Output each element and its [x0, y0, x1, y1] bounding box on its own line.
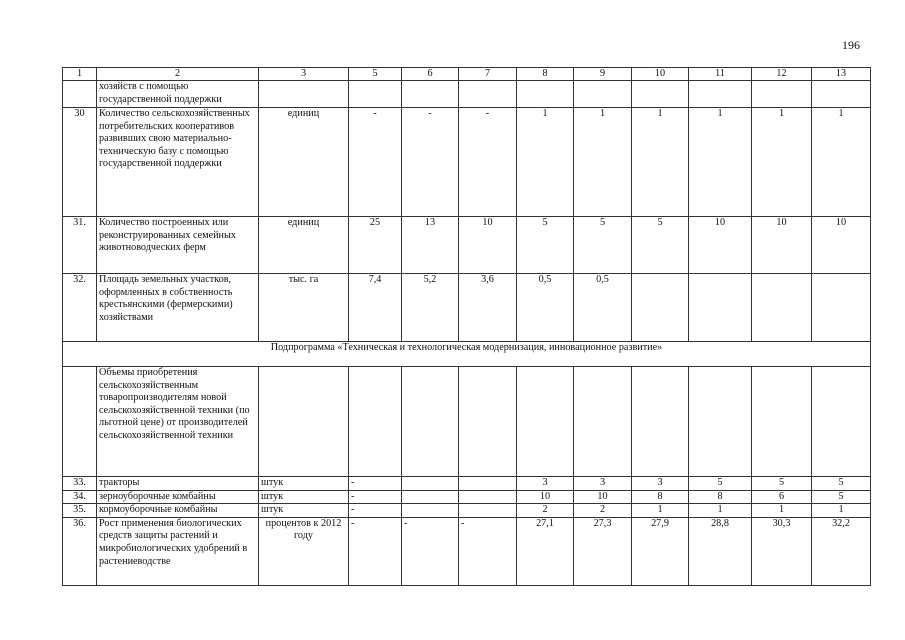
indicator-name: Количество построенных или реконструированных семейных животноводческих ферм: [97, 217, 259, 274]
value-cell: [517, 81, 574, 108]
value-cell: 3,6: [459, 274, 517, 342]
value-cell: 30,3: [752, 517, 812, 585]
indicator-name: хозяйств с помощью государственной поддержки: [97, 81, 259, 108]
value-cell: 1: [812, 504, 871, 518]
header-cell: 8: [517, 68, 574, 81]
unit-cell: [259, 367, 349, 477]
value-cell: 8: [689, 490, 752, 504]
value-cell: 10: [812, 217, 871, 274]
row-number: 35.: [63, 504, 97, 518]
table-row: [63, 367, 871, 477]
header-cell: 13: [812, 68, 871, 81]
header-cell: 10: [632, 68, 689, 81]
header-cell: 5: [349, 68, 402, 81]
unit-cell: штук: [259, 504, 349, 518]
value-cell: 8: [632, 490, 689, 504]
unit-cell: штук: [259, 477, 349, 491]
page-number: 196: [842, 38, 860, 52]
value-cell: [402, 477, 459, 491]
value-cell: 1: [752, 504, 812, 518]
value-cell: [574, 367, 632, 477]
value-cell: 1: [574, 108, 632, 217]
header-cell: 11: [689, 68, 752, 81]
header-cell: 2: [97, 68, 259, 81]
value-cell: 28,8: [689, 517, 752, 585]
value-cell: 1: [689, 108, 752, 217]
value-cell: [689, 274, 752, 342]
value-cell: [459, 490, 517, 504]
value-cell: [459, 477, 517, 491]
value-cell: 1: [752, 108, 812, 217]
table-row: [63, 274, 871, 342]
indicator-name: Объемы приобретения сельскохозяйственным товаропроизводителям новой сельскохозяйственной техники (по льготной цене) от производителей сельскохозяйственной техники: [97, 367, 259, 477]
value-cell: 3: [574, 477, 632, 491]
value-cell: [812, 81, 871, 108]
value-cell: 1: [632, 108, 689, 217]
value-cell: 5: [689, 477, 752, 491]
unit-cell: тыс. га: [259, 274, 349, 342]
indicator-name: тракторы: [97, 477, 259, 491]
value-cell: -: [459, 108, 517, 217]
row-number: [63, 367, 97, 477]
value-cell: 1: [689, 504, 752, 518]
value-cell: 27,9: [632, 517, 689, 585]
value-cell: [689, 81, 752, 108]
value-cell: [459, 81, 517, 108]
unit-cell: штук: [259, 490, 349, 504]
value-cell: 5: [517, 217, 574, 274]
value-cell: [459, 367, 517, 477]
unit-cell: единиц: [259, 108, 349, 217]
unit-cell: единиц: [259, 217, 349, 274]
value-cell: 6: [752, 490, 812, 504]
value-cell: 10: [517, 490, 574, 504]
header-row: [63, 68, 871, 81]
value-cell: 1: [632, 504, 689, 518]
value-cell: -: [402, 517, 459, 585]
value-cell: 10: [459, 217, 517, 274]
unit-cell: процентов к 2012 году: [259, 517, 349, 585]
value-cell: [402, 504, 459, 518]
value-cell: -: [459, 517, 517, 585]
value-cell: 3: [517, 477, 574, 491]
value-cell: [402, 490, 459, 504]
value-cell: 3: [632, 477, 689, 491]
subprogram-row: [63, 342, 871, 367]
value-cell: 10: [574, 490, 632, 504]
header-cell: 9: [574, 68, 632, 81]
row-number: 32.: [63, 274, 97, 342]
value-cell: -: [349, 504, 402, 518]
value-cell: [574, 81, 632, 108]
indicator-name: зерноуборочные комбайны: [97, 490, 259, 504]
value-cell: [689, 367, 752, 477]
value-cell: -: [349, 517, 402, 585]
value-cell: 27,3: [574, 517, 632, 585]
value-cell: 27,1: [517, 517, 574, 585]
value-cell: 10: [689, 217, 752, 274]
value-cell: 5,2: [402, 274, 459, 342]
indicator-name: кормоуборочные комбайны: [97, 504, 259, 518]
table-row: [63, 81, 871, 108]
value-cell: [752, 274, 812, 342]
value-cell: [752, 367, 812, 477]
value-cell: 25: [349, 217, 402, 274]
unit-cell: [259, 81, 349, 108]
row-number: 36.: [63, 517, 97, 585]
row-number: 31.: [63, 217, 97, 274]
value-cell: 0,5: [574, 274, 632, 342]
table-row: [63, 490, 871, 504]
value-cell: 2: [574, 504, 632, 518]
header-cell: 12: [752, 68, 812, 81]
value-cell: [349, 367, 402, 477]
row-number: [63, 81, 97, 108]
value-cell: 32,2: [812, 517, 871, 585]
value-cell: [632, 274, 689, 342]
subprogram-title: Подпрограмма «Техническая и технологическая модернизация, инновационное развитие»: [63, 342, 871, 367]
indicator-name: Количество сельскохозяйственных потребительских кооперативов развивших свою материально-техническую базу с помощью государственной поддержки: [97, 108, 259, 217]
header-cell: 7: [459, 68, 517, 81]
value-cell: [402, 367, 459, 477]
header-cell: 1: [63, 68, 97, 81]
row-number: 34.: [63, 490, 97, 504]
value-cell: [402, 81, 459, 108]
value-cell: -: [402, 108, 459, 217]
row-number: 30: [63, 108, 97, 217]
value-cell: [517, 367, 574, 477]
table-row: [63, 477, 871, 491]
value-cell: 5: [812, 477, 871, 491]
value-cell: 5: [812, 490, 871, 504]
value-cell: [812, 367, 871, 477]
indicator-name: Площадь земельных участков, оформленных в собственность крестьянскими (фермерскими) хозяйствами: [97, 274, 259, 342]
row-number: 33.: [63, 477, 97, 491]
value-cell: 2: [517, 504, 574, 518]
value-cell: 13: [402, 217, 459, 274]
table-row: [63, 108, 871, 217]
table-row: [63, 217, 871, 274]
value-cell: 5: [574, 217, 632, 274]
value-cell: 5: [632, 217, 689, 274]
indicator-name: Рост применения биологических средств защиты растений и микробиологических удобрений в растениеводстве: [97, 517, 259, 585]
value-cell: [632, 367, 689, 477]
header-cell: 6: [402, 68, 459, 81]
value-cell: 1: [517, 108, 574, 217]
value-cell: -: [349, 477, 402, 491]
value-cell: 10: [752, 217, 812, 274]
value-cell: [632, 81, 689, 108]
value-cell: [752, 81, 812, 108]
value-cell: 0,5: [517, 274, 574, 342]
table-row: [63, 517, 871, 585]
value-cell: [459, 504, 517, 518]
indicators-table: [62, 67, 871, 586]
value-cell: 1: [812, 108, 871, 217]
value-cell: [349, 81, 402, 108]
table-row: [63, 504, 871, 518]
value-cell: 7,4: [349, 274, 402, 342]
value-cell: 5: [752, 477, 812, 491]
value-cell: -: [349, 108, 402, 217]
value-cell: -: [349, 490, 402, 504]
value-cell: [812, 274, 871, 342]
header-cell: 3: [259, 68, 349, 81]
